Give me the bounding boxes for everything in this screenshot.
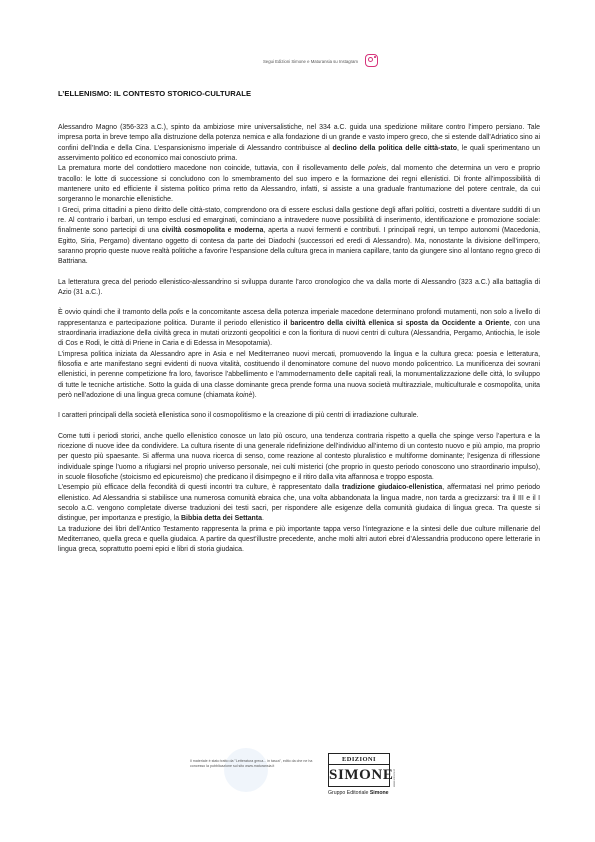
text-run: L’impresa politica iniziata da Alessandro apre in Asia e nel Mediterraneo nuovi mercati, promuovendo la lingua e la cultura greca: poesia e letteratura, filosofia e arte manifestano segni evidenti di nuova vitalità, costituendo il denominatore comune del nuovo mondo policentrico. La munificenza dei sovrani ellenistici, in perenne competizione fra loro, favorisce l’abbellimento e l’ammodernamento delle capitali reali, la monumentalizzazione delle città, lo sviluppo di tutte le tecniche artistiche. Sotto la guida di una classe dominante greca prende forma una nuova società multirazziale, multiculturale e cosmopolita, unita però nell’adozione di una lingua greca comune (chiamata: [58, 350, 540, 400]
text-run: .: [261, 515, 264, 523]
text-run: e la concomitante ascesa della potenza imperiale macedone determinano profondi mutamenti, non solo a livello di rappresentanza e partecipazione politica. Durante il periodo ellenistico: [58, 309, 540, 327]
text-run: La prematura morte del condottiero macedone non coincide, tuttavia, con il risollevamento delle: [58, 165, 369, 173]
text-run: , affermatasi nel primo periodo ellenistico. Ad Alessandria si stabilisce una numerosa comunità ebraica che, una volta abbandonata la lingua madre, non tarda a grecizzarsi: tra il III e il I secolo a.C. vengono completate diverse traduzioni dei testi sacri, per rispondere alle esigenze della comunità giudaica di lingua greca. Tra queste si distingue, per importanza e prestigio, la: [58, 484, 541, 523]
text-run: La traduzione dei libri dell’Antico Testamento rappresenta la prima e più importante tappa verso l’integrazione e la sintesi delle due culture millenarie del Mediterraneo, quella greca e quella giudaica. A partire da quest’illustre precedente, anche molti altri autori ebrei d’Alessandria producono opere letterarie in lingua greca, soprattutto poemi epici e libri di storia giudaica.: [58, 525, 540, 554]
text-run: , dal momento che determina un vero e proprio tracollo: le lotte di successione si concludono con lo smembramento del suo impero e la formazione dei regni ellenistici. Di fronte all’impossibilità di mantenere unito ed efficiente il sistema politico prima retto da Alessandro, infatti, si assiste a una graduale frantumazione del potere centrale, da cui sorgeranno le monarchie ellenistiche.: [58, 165, 540, 204]
text-run: ).: [252, 392, 257, 400]
text-run: , aperta a nuovi fermenti e contributi. I principali regni, un tempo autonomi (Macedonia, Egitto, Siria, Pergamo) diventano oggetto di contesa da parte dei Diadochi (successori ed eredi di Alessandro). Ma, nonostante la divisione dell’impero, saranno proprio queste nuove realtà politiche a favorire l’espansione della cultura greca in maniera capillare, tanto da giungere sino al lontano regno greco di Battriana.: [58, 227, 541, 266]
text-run: , con una straordinaria irradiazione della civiltà greca in mutati orizzonti geopolitici e con la fioritura di nuovi centri di cultura (Alessandria, Pergamo, Antiochia, le isole di Cos e Rodi, le città di Priene in Caria e di Edessa in Mesopotamia).: [58, 319, 540, 348]
text-run: , le quali sperimentano un asservimento politico ed economico mai conosciuto prima.: [58, 144, 540, 163]
text-run: È ovvio quindi che il tramonto della: [58, 309, 170, 317]
text-run: L’esempio più efficace della fecondità di questi incontri tra culture, è rappresentato dalla: [58, 484, 343, 492]
logo-main-text: SIMONE: [329, 767, 394, 783]
bold-text: il baricentro della civiltà ellenica si sposta da Occidente a Oriente: [283, 319, 510, 327]
paragraph: [58, 206, 540, 268]
bold-text: civiltà cosmopolita e moderna: [161, 227, 264, 235]
paragraph: [58, 278, 540, 299]
instagram-follow-text: Segui Edizioni Simone e Maturansia su Instagram: [262, 59, 358, 64]
paragraph: [58, 308, 540, 349]
logo-subtitle: [328, 790, 389, 796]
bold-text: tradizione giudaico-ellenistica: [342, 484, 443, 492]
footer-source-note: Il materiale è stato tratto da "Letteratura greca... in tasca", edito da che ne ha concesso la pubblicazione sul sito www.maturansia.it: [190, 759, 313, 769]
italic-text: koinè: [235, 392, 253, 400]
text-run: I caratteri principali della società ellenistica sono il cosmopolitismo e la creazione di più centri di irradiazione culturale.: [58, 412, 419, 420]
italic-text: poleis: [368, 165, 387, 173]
document-title: L’ELLENISMO: IL CONTESTO STORICO-CULTURALE: [58, 89, 252, 98]
paragraph: [58, 164, 540, 205]
bold-text: Bibbia detta dei Settanta: [181, 515, 262, 523]
logo-top-text: EDIZIONI: [329, 756, 389, 765]
paragraph: [58, 123, 540, 164]
text-run: I Greci, prima cittadini a pieno diritto delle città-stato, comprendono ora di essere esclusi dalla gestione degli affari politici, costretti a diventare sudditi di un re. Al contrario i barbari, un tempo esclusi ed emarginati, cominciano a intravedere nuove possibilità di inserimento, identificazione e promozione sociale: finalmente sono partecipi di una: [58, 206, 540, 235]
header-follow-bar: [258, 52, 378, 70]
paragraph: [58, 411, 540, 421]
text-run: Come tutti i periodi storici, anche quello ellenistico conosce un lato più oscuro, una tendenza contraria rispetto a quella che spinge verso l’apertura e la ricezione di nuove idee da condividere. La cultura risente di una generale ridefinizione dell’individuo all’interno di un contesto nuovo e più ampio, ma proprio per questo più spaesante. Si afferma una nuova ricerca di senso, come reazione al contesto pluralistico e multiforme dominante; l’esigenza di riflessione individuale spinge l’uomo a rifugiarsi nel proprio universo personale, nei culti misterici (che proprio in questo periodo conoscono uno straordinario impulso), in scuole filosofiche (stoicismo ed epicureismo) che predicano il disimpegno e il ritiro dalla vita affannosa e troppo esposta.: [58, 432, 540, 481]
footer-watermark-badge: [224, 748, 268, 792]
text-run: Alessandro Magno (356-323 a.C.), spinto da ambiziose mire universalistiche, nel 334 a.C. guida una spedizione militare contro l’impero persiano. Tale impresa porta in breve tempo alla distruzione della potenza nemica e alla fondazione di un grande e vasto impero greco, che si estende dall’Adriatico sino ai confini dell’India e della Cina. L’espansionismo imperiale di Alessandro contribuisce al: [58, 124, 540, 152]
logo-subtitle-prefix: Gruppo Editoriale: [328, 790, 370, 796]
bold-text: declino della politica delle città-stato: [332, 144, 458, 152]
logo-subtitle-brand: Simone: [369, 790, 389, 796]
paragraph: [58, 350, 540, 402]
paragraph: [58, 525, 540, 556]
document-body: [58, 123, 540, 556]
logo-side-text: www.simone.it: [392, 769, 396, 787]
italic-text: polis: [169, 309, 184, 317]
edizioni-simone-logo: [328, 751, 408, 799]
instagram-icon[interactable]: [365, 54, 378, 67]
text-run: La letteratura greca del periodo ellenistico-alessandrino si sviluppa durante l’arco cronologico che va dalla morte di Alessandro (323 a.C.) alla battaglia di Azio (31 a.C.).: [58, 278, 540, 297]
paragraph: [58, 483, 540, 524]
paragraph: [58, 432, 540, 484]
